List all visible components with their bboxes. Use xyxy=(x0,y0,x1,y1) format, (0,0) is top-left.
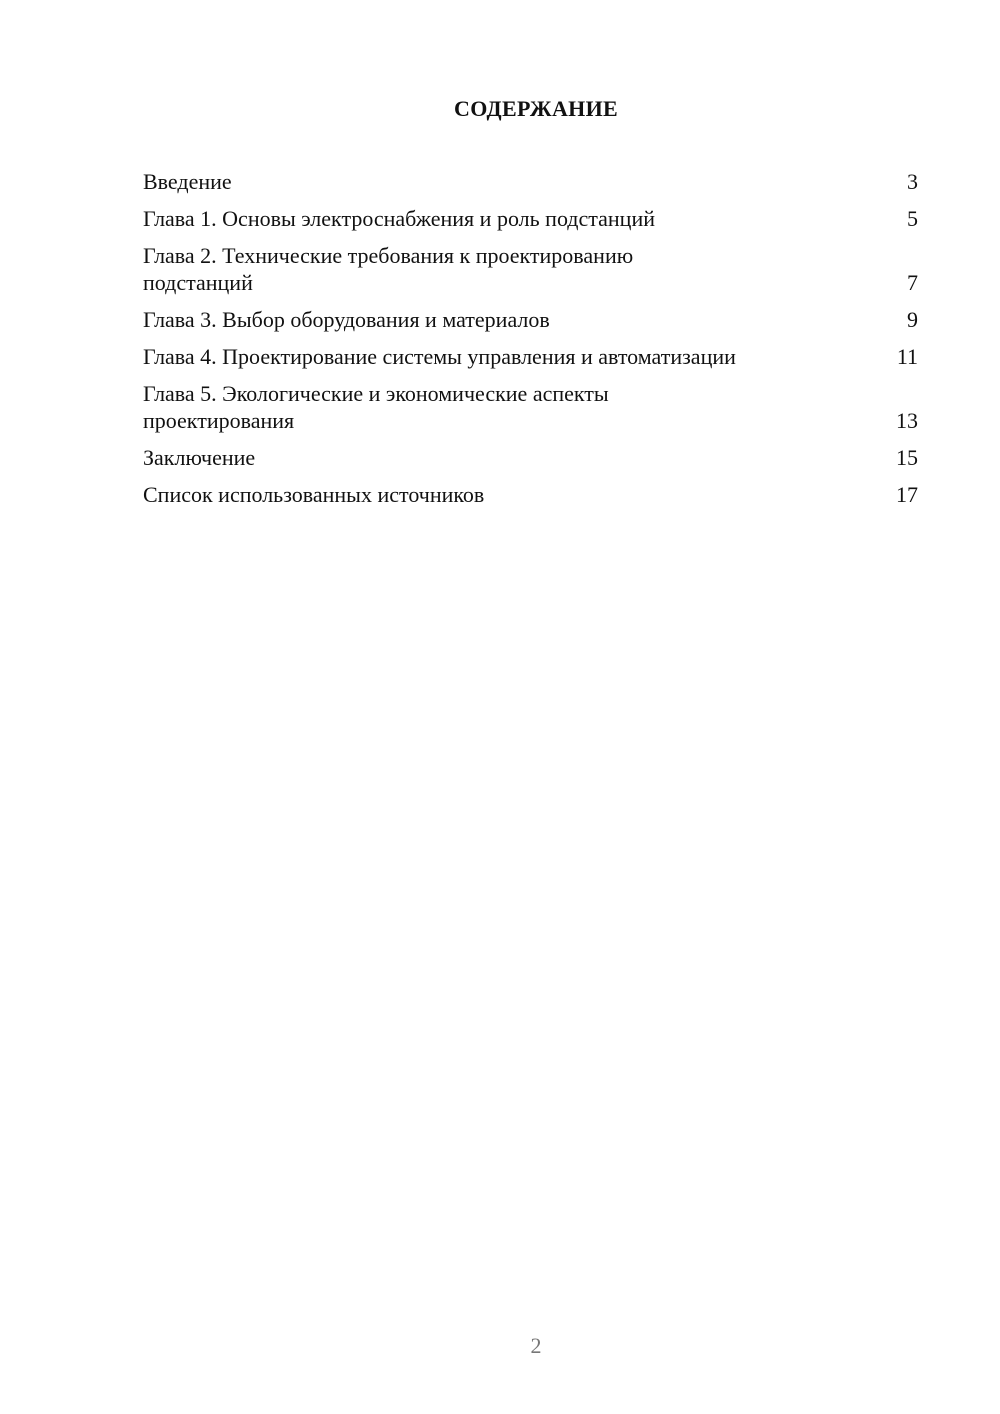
toc-entry-page: 7 xyxy=(907,270,918,295)
toc-entry-page: 15 xyxy=(896,445,918,470)
toc-entry-title: Введение xyxy=(143,169,232,194)
toc-entry-conclusion[interactable] xyxy=(143,444,918,471)
toc-entry-chapter-3[interactable] xyxy=(143,306,918,333)
toc-entry-title: Глава 1. Основы электроснабжения и роль подстанций xyxy=(143,206,656,231)
toc-entry-page: 11 xyxy=(896,344,918,369)
toc-entry-introduction[interactable] xyxy=(143,168,918,195)
toc-entry-title: Список использованных источников xyxy=(143,482,485,507)
toc-entry-chapter-2[interactable] xyxy=(143,242,918,296)
toc-entry-page: 5 xyxy=(907,206,918,231)
toc-entry-page: 17 xyxy=(896,482,918,507)
toc-entry-page: 3 xyxy=(907,169,918,194)
toc-entry-title: Глава 2. Технические требования к проектированию подстанций xyxy=(143,243,634,295)
toc-entry-page: 9 xyxy=(907,307,918,332)
toc-entry-page: 13 xyxy=(896,408,918,433)
toc-entry-chapter-4[interactable] xyxy=(143,343,918,370)
toc-entry-title: Заключение xyxy=(143,445,256,470)
toc-entry-title: Глава 3. Выбор оборудования и материалов xyxy=(143,307,550,332)
toc-entry-chapter-1[interactable] xyxy=(143,205,918,232)
table-of-contents xyxy=(143,168,918,518)
page-title: СОДЕРЖАНИЕ xyxy=(454,96,618,121)
toc-entry-chapter-5[interactable] xyxy=(143,380,918,434)
toc-entry-title: Глава 5. Экологические и экономические аспекты проектирования xyxy=(143,381,609,433)
toc-entry-references[interactable] xyxy=(143,481,918,508)
toc-entry-title: Глава 4. Проектирование системы управления и автоматизации xyxy=(143,344,736,369)
page-number: 2 xyxy=(530,1333,542,1358)
